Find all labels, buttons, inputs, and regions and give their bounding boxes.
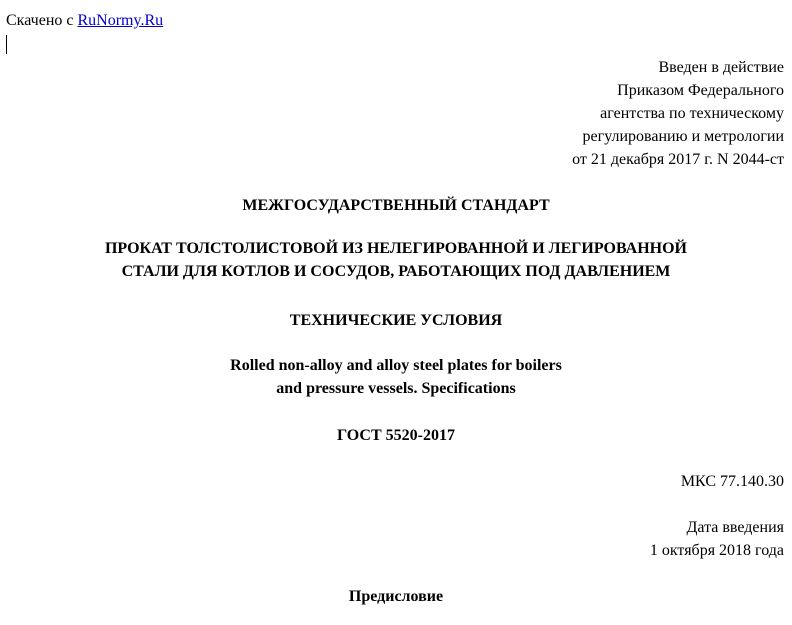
title-line: ПРОКАТ ТОЛСТОЛИСТОВОЙ ИЗ НЕЛЕГИРОВАННОЙ И ЛЕГИРОВАННОЙ [104,240,687,257]
mks-code: МКС 77.140.30 [680,473,784,490]
english-title-line: Rolled non-alloy and alloy steel plates for boilers [230,357,562,374]
runormy-link[interactable]: RuNormy.Ru [77,12,164,29]
enacted-line: агентства по техническому [600,105,784,122]
english-title-line: and pressure vessels. Specifications [276,380,516,397]
text-cursor [6,35,7,54]
english-title [0,354,792,400]
intro-date-line: 1 октября 2018 года [649,542,784,559]
intro-date-line: Дата введения [686,519,784,536]
gost-number: ГОСТ 5520-2017 [337,427,455,444]
enacted-line: Введен в действие [658,59,784,76]
enacted-line: от 21 декабря 2017 г. N 2044-ст [572,151,784,168]
document-title [0,237,792,283]
title-line: СТАЛИ ДЛЯ КОТЛОВ И СОСУДОВ, РАБОТАЮЩИХ ПОД ДАВЛЕНИЕМ [121,263,671,280]
enacted-line: регулированию и метрологии [582,128,784,145]
foreword-heading: Предисловие [348,588,444,605]
introduction-date [650,516,784,562]
subtitle-heading: ТЕХНИЧЕСКИЕ УСЛОВИЯ [289,312,503,329]
downloaded-prefix: Скачено с [6,12,78,29]
download-source-line [6,9,163,32]
enactment-block [572,56,784,171]
doc-type-heading: МЕЖГОСУДАРСТВЕННЫЙ СТАНДАРТ [242,197,550,214]
enacted-line: Приказом Федерального [617,82,784,99]
